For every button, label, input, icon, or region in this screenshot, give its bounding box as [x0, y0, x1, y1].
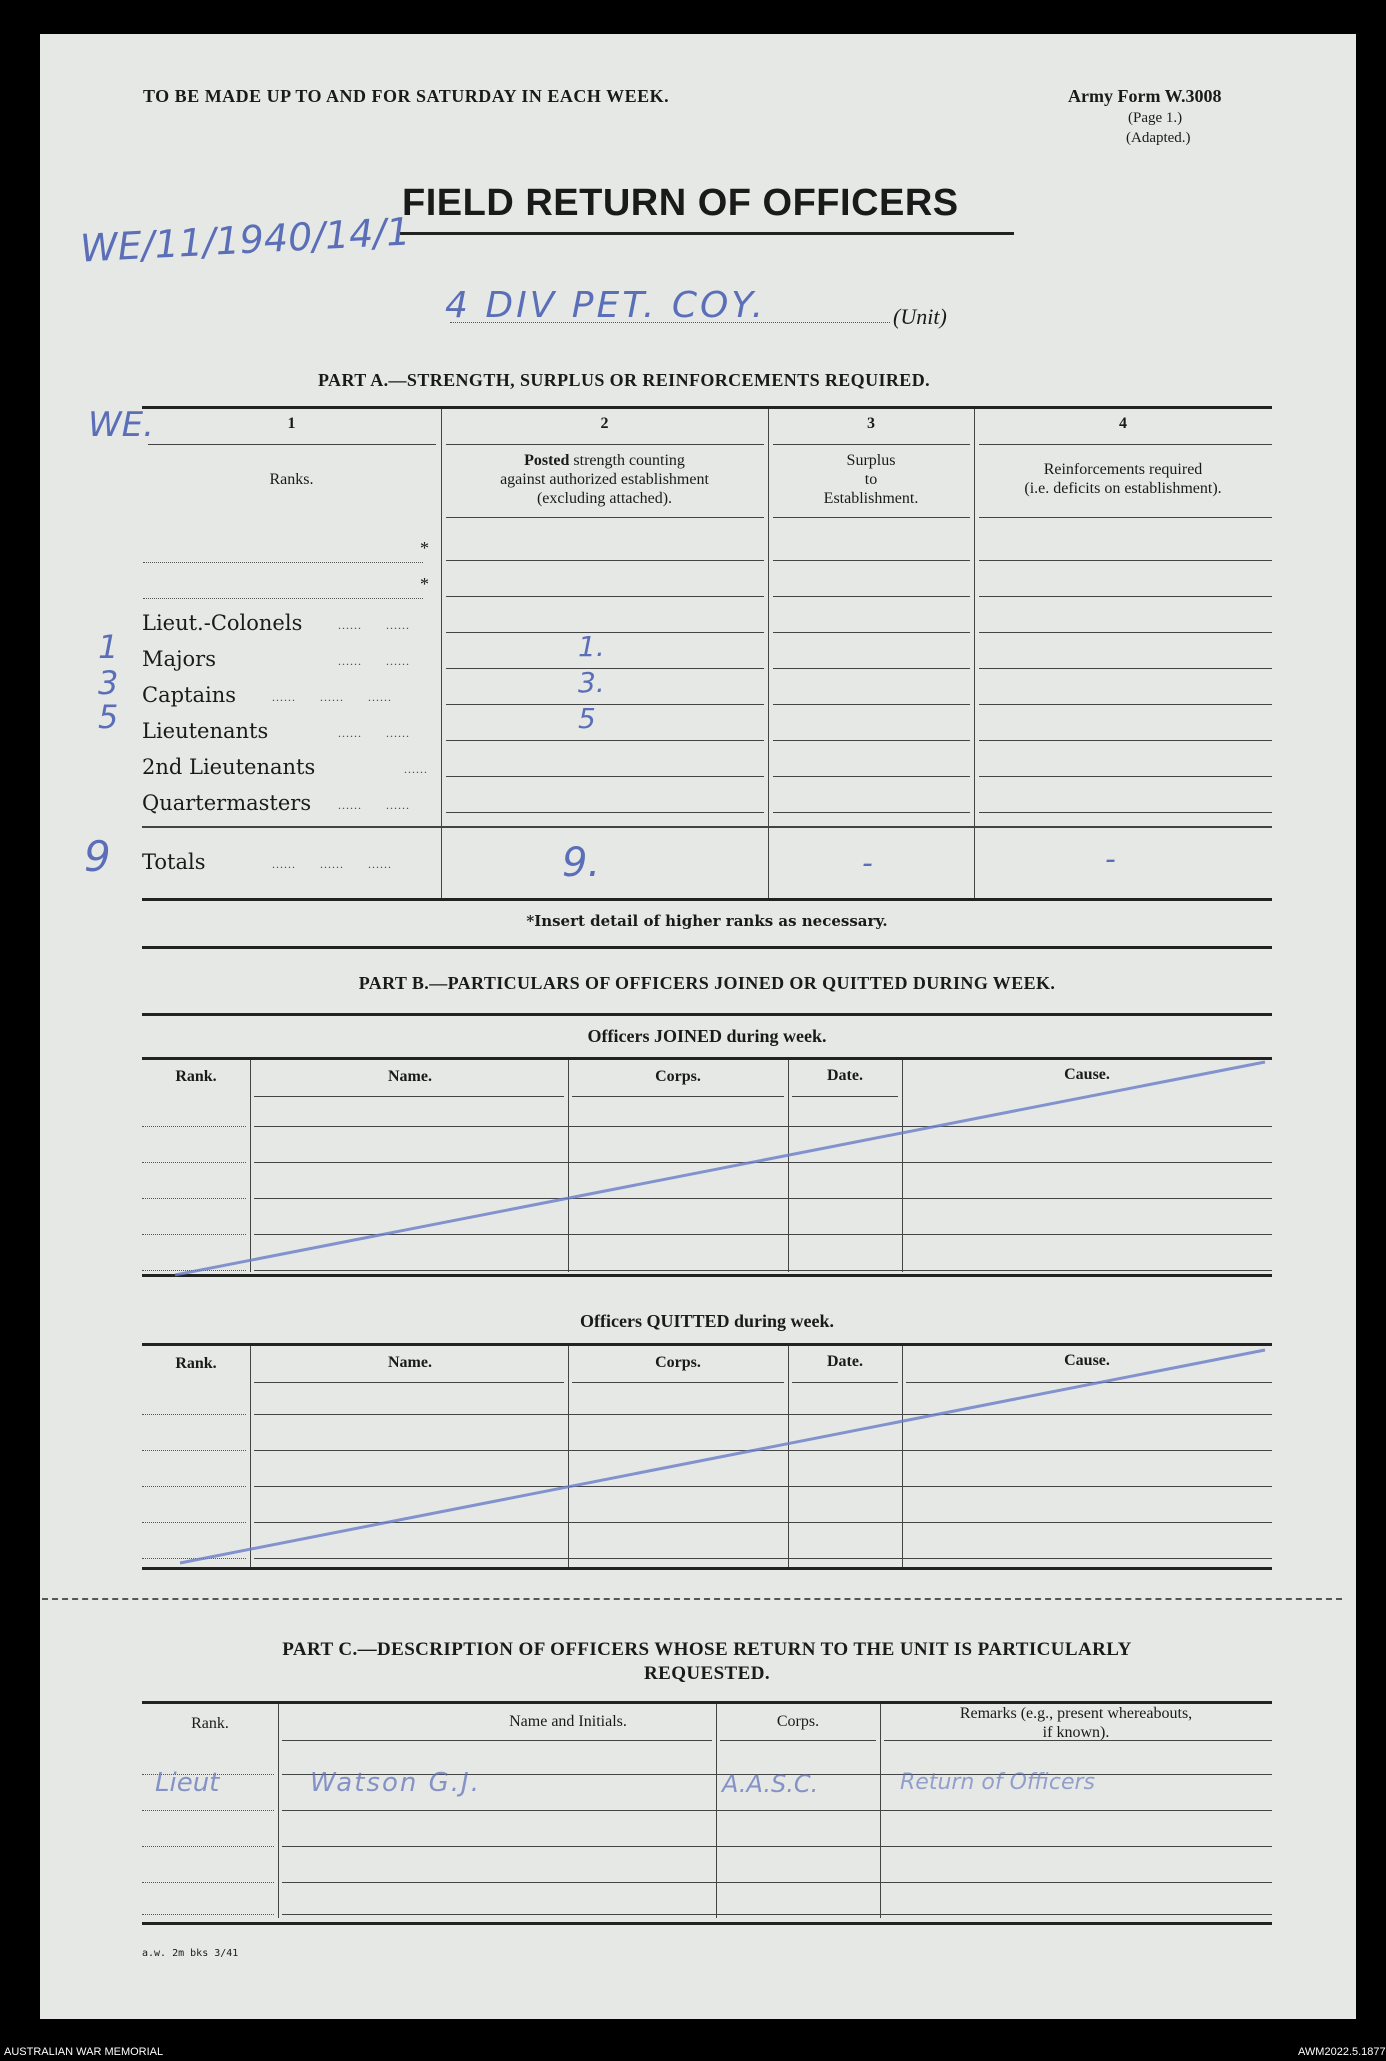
rank-lieutenants: Lieutenants [142, 719, 269, 743]
leader-2: ...... ...... [338, 654, 410, 668]
rank-captains: Captains [142, 683, 237, 707]
joined-col-corps: Corps. [655, 1068, 701, 1085]
c-v2 [716, 1704, 717, 1918]
col-posted-line2: against authorized establishment [500, 471, 709, 488]
c-h2 [282, 1810, 1272, 1811]
joined-col-rank: Rank. [175, 1068, 217, 1085]
c-h4 [282, 1882, 1272, 1883]
c-h5 [282, 1914, 1272, 1915]
page-title: FIELD RETURN OF OFFICERS [402, 182, 959, 224]
hw-totals-posted: 9. [562, 840, 601, 886]
col-surplus-line2: to [864, 471, 878, 488]
partc-remarks-line1: Remarks (e.g., present whereabouts, [959, 1705, 1193, 1722]
col-posted-bold: Posted [524, 452, 570, 469]
col-number-1: 1 [287, 415, 296, 432]
c-h0b [720, 1740, 876, 1741]
leader-totals: ...... ...... ...... [272, 857, 392, 871]
c-d2 [142, 1810, 274, 1811]
joined-col-name: Name. [388, 1068, 432, 1085]
hw-lieutenants-posted: 5 [578, 702, 596, 735]
leader-6: ...... ...... [338, 798, 410, 812]
hw-captains-we: 3 [98, 664, 119, 702]
hw-partc-name: Watson G.J. [310, 1768, 481, 1798]
c-d4 [142, 1882, 274, 1883]
c-d3 [142, 1846, 274, 1847]
partc-col-corps: Corps. [776, 1713, 820, 1730]
quitted-col-name: Name. [388, 1354, 432, 1371]
quitted-col-corps: Corps. [655, 1354, 701, 1371]
hw-majors-we: 1 [98, 628, 119, 666]
hw-partc-corps: A.A.S.C. [722, 1770, 819, 1798]
col-surplus-line1: Surplus [846, 452, 896, 469]
col-number-3: 3 [867, 415, 875, 432]
col-reinf-line1: Reinforcements required [1043, 461, 1203, 478]
rank-2nd-lieutenants: 2nd Lieutenants [142, 755, 316, 779]
totals-label: Totals [142, 850, 206, 874]
hw-totals-surplus: - [862, 846, 873, 881]
rank-majors: Majors [142, 647, 216, 671]
we-mark: WE. [88, 405, 154, 445]
c-d5 [142, 1914, 274, 1915]
form-number: Army Form W.3008 [1068, 86, 1222, 106]
part-a-heading: PART A.—STRENGTH, SURPLUS OR REINFORCEMENTS REQUIRED. [318, 370, 930, 390]
hw-totals-we: 9 [84, 832, 111, 881]
joined-col-date: Date. [827, 1067, 863, 1084]
hw-lieutenants-we: 5 [98, 698, 119, 736]
part-c-heading-line1: PART C.—DESCRIPTION OF OFFICERS WHOSE RETURN TO THE UNIT IS PARTICULARLY [282, 1639, 1132, 1660]
hw-partc-remarks: Return of Officers [900, 1770, 1096, 1795]
joined-title: Officers JOINED during week. [587, 1026, 827, 1046]
quitted-col-cause: Cause. [1064, 1352, 1110, 1369]
joined-cancel-stroke [175, 1062, 1265, 1275]
partc-col-rank: Rank. [191, 1715, 229, 1732]
col-number-4: 4 [1119, 415, 1127, 432]
star-2: * [420, 574, 429, 594]
partc-col-name: Name and Initials. [509, 1713, 627, 1730]
reference-handwriting: WE/11/1940/14/1 [79, 209, 412, 271]
quitted-title: Officers QUITTED during week. [580, 1311, 834, 1331]
c-h0a [282, 1740, 712, 1741]
form-page: (Page 1.) [1128, 110, 1183, 126]
form-adapted: (Adapted.) [1126, 130, 1191, 146]
printer-mark: a.w. 2m bks 3/41 [142, 1948, 239, 1959]
part-c-heading-line2: REQUESTED. [644, 1663, 770, 1684]
joined-col-cause: Cause. [1064, 1066, 1110, 1083]
quitted-cancel-stroke [180, 1350, 1265, 1563]
hw-captains-posted: 3. [578, 666, 605, 699]
leader-1: ...... ...... [338, 618, 410, 632]
cut-line [42, 1598, 1342, 1600]
leader-4: ...... ...... [338, 726, 410, 740]
top-instruction: TO BE MADE UP TO AND FOR SATURDAY IN EACH WEEK. [143, 86, 670, 106]
c-v1 [278, 1704, 279, 1918]
partc-remarks-line2: if known). [1042, 1724, 1110, 1741]
part-c-bottom-rule [142, 1922, 1272, 1925]
leader-3: ...... ...... ...... [272, 690, 392, 704]
star-1: * [420, 538, 429, 558]
quitted-col-date: Date. [827, 1353, 863, 1370]
col-posted-line3: (excluding attached). [536, 490, 673, 507]
quitted-col-rank: Rank. [175, 1355, 217, 1372]
rank-lieut-colonels: Lieut.-Colonels [142, 611, 303, 635]
unit-label: (Unit) [893, 304, 947, 329]
hw-totals-reinf: - [1105, 842, 1116, 877]
footer-left: AUSTRALIAN WAR MEMORIAL [4, 2046, 164, 2058]
part-a-footnote: *Insert detail of higher ranks as necessary. [526, 912, 888, 930]
part-c-heading [142, 1638, 1272, 1686]
leader-5: ...... [404, 762, 428, 776]
col-posted-rest: strength counting [569, 452, 685, 469]
c-h3 [282, 1846, 1272, 1847]
col-number-2: 2 [600, 415, 609, 432]
part-c-table [142, 1704, 1272, 1922]
rank-quartermasters: Quartermasters [142, 791, 312, 815]
unit-name-handwriting: 4 DIV PET. COY. [445, 285, 767, 326]
hw-majors-posted: 1. [578, 630, 605, 663]
footer-right: AWM2022.5.1877 [1298, 2046, 1386, 2058]
col-surplus-line3: Establishment. [823, 490, 919, 507]
c-v3 [880, 1704, 881, 1918]
col-ranks-header: Ranks. [269, 471, 314, 488]
c-h0c [884, 1740, 1272, 1741]
partc-col-remarks [880, 1704, 1272, 1742]
part-b-heading: PART B.—PARTICULARS OF OFFICERS JOINED OR QUITTED DURING WEEK. [358, 973, 1056, 993]
hw-partc-rank: Lieut [155, 1768, 220, 1798]
col-reinf-line2: (i.e. deficits on establishment). [1024, 480, 1222, 497]
